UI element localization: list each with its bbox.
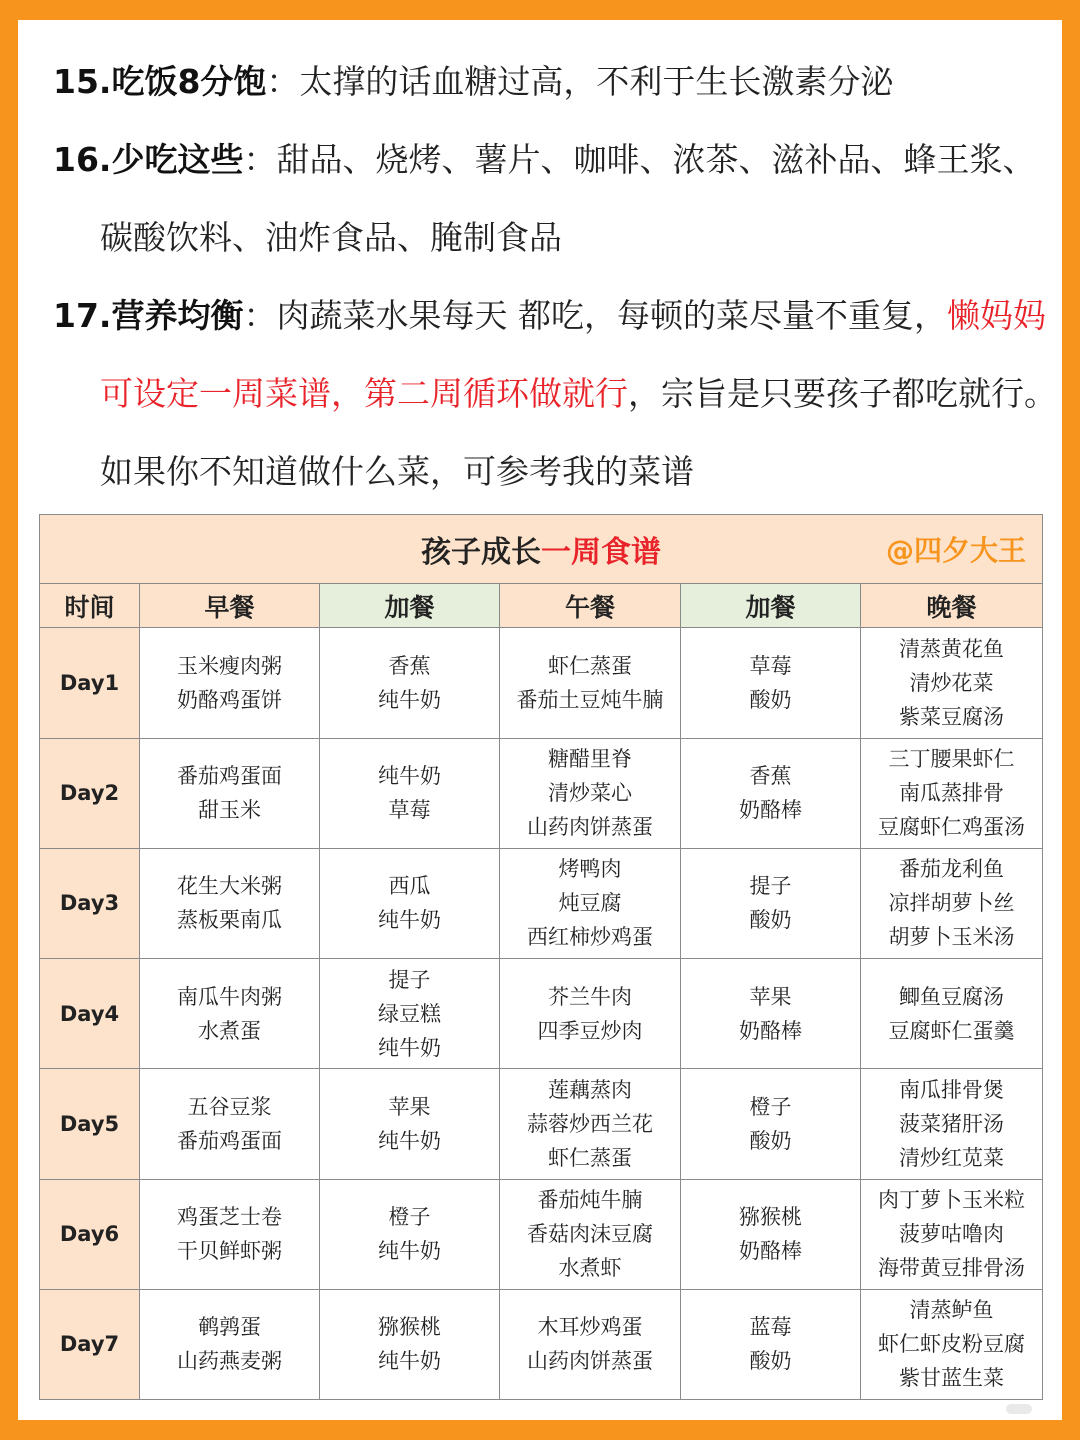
header-snack-2: 加餐 (681, 584, 861, 628)
lunch-cell (500, 738, 681, 848)
food-item: 香蕉 (749, 764, 792, 789)
food-item: 玉米瘦肉粥 (177, 653, 282, 678)
food-item: 清炒红苋菜 (899, 1145, 1005, 1170)
food-item: 干贝鲜虾粥 (177, 1239, 282, 1264)
header-breakfast: 早餐 (140, 584, 320, 628)
food-item: 苹果 (388, 1094, 431, 1119)
food-item: 纯牛奶 (378, 1349, 441, 1374)
dinner-cell (861, 1289, 1043, 1399)
food-item: 猕猴桃 (739, 1205, 802, 1230)
food-item: 蒜蓉炒西兰花 (527, 1111, 653, 1136)
food-item: 烤鸭肉 (558, 857, 622, 882)
tip-separator: ： (266, 62, 300, 101)
food-item: 提子 (388, 967, 431, 992)
food-item: 纯牛奶 (378, 1128, 441, 1153)
food-item: 虾仁蒸蛋 (548, 653, 632, 678)
food-item: 西瓜 (388, 874, 431, 899)
table-row (40, 959, 1043, 1069)
table-row (40, 848, 1043, 958)
food-item: 清炒花菜 (909, 670, 994, 695)
food-item: 清炒菜心 (548, 781, 632, 806)
tip-16 (53, 140, 1035, 180)
lunch-cell (500, 1179, 681, 1289)
tip-text: 甜品、烧烤、薯片、咖啡、浓茶、滋补品、蜂王浆、 (276, 140, 1036, 179)
food-item: 蓝莓 (749, 1315, 792, 1340)
tip-15 (53, 62, 893, 102)
snack-2-cell (681, 959, 861, 1069)
author-handle: @四夕大王 (886, 534, 1027, 568)
food-item: 莲藕蒸肉 (548, 1077, 632, 1102)
food-item: 番茄鸡蛋面 (177, 764, 282, 789)
food-item: 奶酪棒 (739, 1018, 802, 1043)
food-item: 虾仁蒸蛋 (548, 1145, 632, 1170)
food-item: 菠萝咕噜肉 (899, 1222, 1005, 1247)
food-item: 酸奶 (749, 1128, 792, 1153)
food-item: 虾仁虾皮粉豆腐 (878, 1332, 1026, 1357)
dinner-cell (861, 848, 1043, 958)
dinner-cell (861, 628, 1043, 738)
food-item: 南瓜牛肉粥 (177, 984, 282, 1009)
header-dinner: 晚餐 (861, 584, 1043, 628)
food-item: 橙子 (388, 1205, 431, 1230)
table-title-row (40, 515, 1043, 584)
tip-17-continued (100, 374, 1057, 414)
tip-separator: ： (243, 296, 277, 335)
snack-2-cell (681, 628, 861, 738)
table-header-row (40, 584, 1043, 628)
table-body (40, 628, 1043, 1400)
food-item: 猕猴桃 (378, 1315, 441, 1340)
tip-title: 17.营养均衡 (53, 296, 244, 335)
header-snack-1: 加餐 (320, 584, 500, 628)
header-lunch: 午餐 (500, 584, 681, 628)
food-item: 清蒸鲈鱼 (909, 1298, 994, 1323)
day-label: Day4 (40, 959, 140, 1069)
food-item: 芥兰牛肉 (548, 984, 632, 1009)
lunch-cell (500, 1069, 681, 1179)
food-item: 花生大米粥 (177, 874, 282, 899)
tip-16-continued (100, 218, 562, 258)
food-item: 紫甘蓝生菜 (899, 1366, 1005, 1391)
food-item: 酸奶 (749, 908, 792, 933)
table-title-main: 孩子成长 (421, 535, 542, 571)
snack-2-cell (681, 1289, 861, 1399)
snack-1-cell (320, 628, 500, 738)
snack-1-cell (320, 738, 500, 848)
food-item: 鹌鹑蛋 (198, 1315, 261, 1340)
watermark-pill (1006, 1404, 1032, 1414)
tip-17-reference (100, 452, 694, 492)
food-item: 豆腐虾仁鸡蛋汤 (878, 815, 1026, 840)
food-item: 山药燕麦粥 (177, 1349, 282, 1374)
food-item: 酸奶 (749, 687, 792, 712)
breakfast-cell (140, 1289, 320, 1399)
food-item: 甜玉米 (198, 798, 261, 823)
lunch-cell (500, 959, 681, 1069)
breakfast-cell (140, 959, 320, 1069)
food-item: 南瓜蒸排骨 (899, 781, 1005, 806)
food-item: 绿豆糕 (378, 1001, 441, 1026)
food-item: 番茄土豆炖牛腩 (516, 687, 664, 712)
table-row (40, 738, 1043, 848)
snack-2-cell (681, 848, 861, 958)
tip-text: 如果你不知道做什么菜，可参考我的菜谱 (100, 452, 694, 491)
food-item: 鲫鱼豆腐汤 (899, 984, 1005, 1009)
snack-1-cell (320, 1069, 500, 1179)
food-item: 提子 (749, 874, 792, 899)
table-row (40, 628, 1043, 738)
food-item: 蒸板栗南瓜 (177, 908, 282, 933)
header-time: 时间 (40, 584, 140, 628)
tip-title: 16.少吃这些 (53, 140, 244, 179)
snack-1-cell (320, 1289, 500, 1399)
dinner-cell (861, 1179, 1043, 1289)
food-item: 清蒸黄花鱼 (899, 636, 1005, 661)
snack-2-cell (681, 1069, 861, 1179)
food-item: 四季豆炒肉 (537, 1018, 643, 1043)
food-item: 五谷豆浆 (187, 1094, 272, 1119)
table-row (40, 1289, 1043, 1399)
food-item: 苹果 (749, 984, 792, 1009)
tip-text: 肉蔬菜水果每天 都吃，每顿的菜尽量不重复， (276, 296, 947, 335)
food-item: 水煮虾 (558, 1256, 622, 1281)
table-title-accent: 一周食谱 (541, 535, 662, 571)
food-item: 炖豆腐 (558, 891, 622, 916)
breakfast-cell (140, 848, 320, 958)
table-row (40, 1179, 1043, 1289)
food-item: 鸡蛋芝士卷 (177, 1205, 282, 1230)
tip-separator: ： (243, 140, 277, 179)
day-label: Day3 (40, 848, 140, 958)
tip-highlight: 懒妈妈 (946, 296, 1046, 335)
food-item: 奶酪棒 (739, 798, 802, 823)
food-item: 西红柿炒鸡蛋 (527, 925, 653, 950)
food-item: 肉丁萝卜玉米粒 (878, 1188, 1026, 1213)
lunch-cell (500, 1289, 681, 1399)
tip-text: 碳酸饮料、油炸食品、腌制食品 (100, 218, 562, 257)
snack-1-cell (320, 1179, 500, 1289)
food-item: 纯牛奶 (378, 1035, 441, 1060)
food-item: 菠菜猪肝汤 (899, 1111, 1005, 1136)
snack-1-cell (320, 959, 500, 1069)
food-item: 纯牛奶 (378, 1239, 441, 1264)
day-label: Day1 (40, 628, 140, 738)
day-label: Day5 (40, 1069, 140, 1179)
lunch-cell (500, 848, 681, 958)
tip-title: 15.吃饭8分饱 (53, 62, 267, 101)
food-item: 南瓜排骨煲 (899, 1077, 1005, 1102)
food-item: 胡萝卜玉米汤 (888, 925, 1015, 950)
day-label: Day7 (40, 1289, 140, 1399)
food-item: 酸奶 (749, 1349, 792, 1374)
food-item: 纯牛奶 (378, 908, 441, 933)
food-item: 水煮蛋 (198, 1018, 261, 1043)
snack-2-cell (681, 738, 861, 848)
breakfast-cell (140, 628, 320, 738)
day-label: Day6 (40, 1179, 140, 1289)
breakfast-cell (140, 738, 320, 848)
food-item: 香蕉 (388, 653, 431, 678)
snack-2-cell (681, 1179, 861, 1289)
table-row (40, 1069, 1043, 1179)
food-item: 香菇肉沫豆腐 (527, 1222, 653, 1247)
day-label: Day2 (40, 738, 140, 848)
food-item: 番茄炖牛腩 (537, 1188, 643, 1213)
food-item: 纯牛奶 (378, 687, 441, 712)
food-item: 番茄鸡蛋面 (177, 1128, 282, 1153)
food-item: 草莓 (388, 798, 431, 823)
food-item: 三丁腰果虾仁 (888, 747, 1015, 772)
food-item: 海带黄豆排骨汤 (878, 1256, 1026, 1281)
food-item: 山药肉饼蒸蛋 (527, 815, 653, 840)
dinner-cell (861, 959, 1043, 1069)
page-card (18, 20, 1062, 1420)
food-item: 豆腐虾仁蛋羹 (888, 1018, 1015, 1043)
weekly-menu-table (39, 514, 1043, 1400)
tip-highlight: 可设定一周菜谱，第二周循环做就行 (100, 374, 628, 413)
dinner-cell (861, 738, 1043, 848)
food-item: 糖醋里脊 (548, 747, 632, 772)
tip-17 (53, 296, 1046, 336)
tip-text: ，宗旨是只要孩子都吃就行。 (628, 374, 1057, 413)
food-item: 凉拌胡萝卜丝 (888, 891, 1015, 916)
snack-1-cell (320, 848, 500, 958)
table-title (40, 515, 1043, 584)
food-item: 奶酪鸡蛋饼 (177, 687, 282, 712)
food-item: 纯牛奶 (378, 764, 441, 789)
breakfast-cell (140, 1179, 320, 1289)
food-item: 草莓 (749, 653, 792, 678)
tip-text: 太撑的话血糖过高，不利于生长激素分泌 (299, 62, 894, 101)
food-item: 番茄龙利鱼 (899, 857, 1005, 882)
food-item: 木耳炒鸡蛋 (537, 1315, 643, 1340)
food-item: 橙子 (749, 1094, 792, 1119)
food-item: 奶酪棒 (739, 1239, 802, 1264)
breakfast-cell (140, 1069, 320, 1179)
food-item: 山药肉饼蒸蛋 (527, 1349, 653, 1374)
lunch-cell (500, 628, 681, 738)
dinner-cell (861, 1069, 1043, 1179)
food-item: 紫菜豆腐汤 (899, 704, 1005, 729)
